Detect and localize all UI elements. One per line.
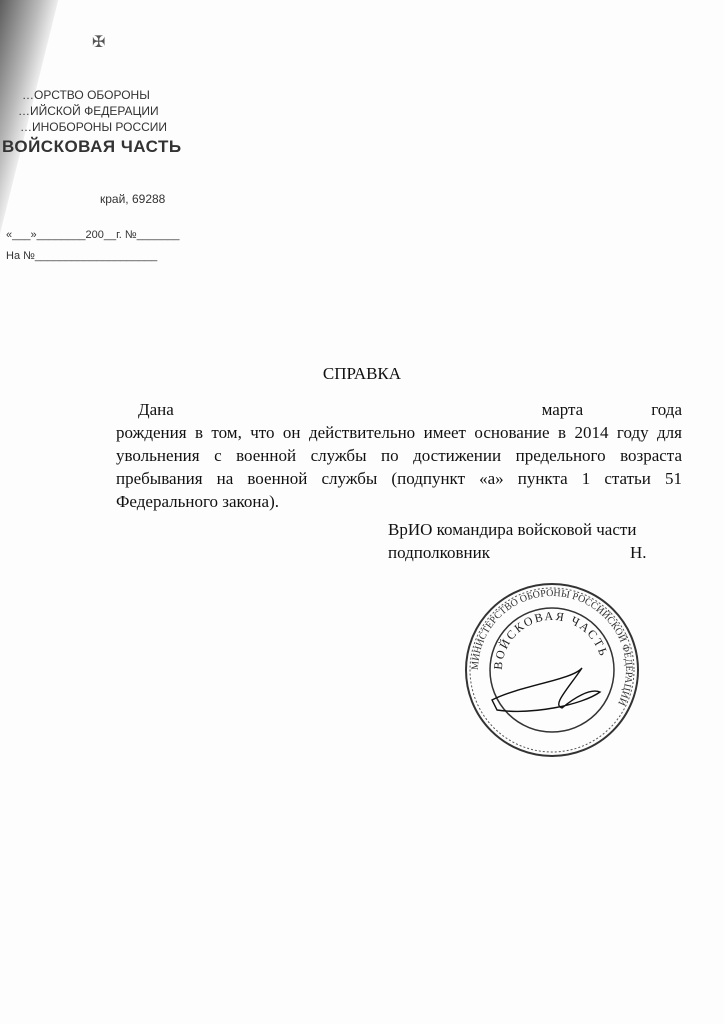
letterhead-line: …ИЙСКОЙ ФЕДЕРАЦИИ — [18, 104, 159, 118]
stamp-outer-text: МИНИСТЕРСТВО ОБОРОНЫ РОССИЙСКОЙ ФЕДЕРАЦИИ — [469, 587, 635, 707]
stamp-inner-ring — [490, 608, 614, 732]
official-stamp — [462, 580, 642, 760]
body-text: рождения в том, что он действительно имеет основание в 2014 году для увольнения с военной службы по достижении предельного возраста пребывания на военной службы (подпункт «а» пункта 1 статьи 51 Федерального закона). — [116, 423, 682, 511]
document-body — [116, 398, 682, 513]
dana-word: Дана — [138, 400, 174, 419]
signatory-initial: Н. — [630, 543, 647, 562]
letterhead-line: …ОРСТВО ОБОРОНЫ — [22, 88, 150, 102]
emblem-icon: ✠ — [92, 34, 106, 51]
signatory-position: ВрИО командира войсковой части — [388, 520, 637, 539]
document-title: СПРАВКА — [322, 364, 402, 383]
handwritten-signature — [492, 668, 600, 711]
month-word: марта — [541, 400, 584, 419]
first-line — [116, 398, 682, 421]
stamp-inner-text: ВОЙСКОВАЯ ЧАСТЬ — [490, 608, 612, 671]
signatory-rank: подполковник — [388, 543, 490, 562]
reference-number: На №____________________ — [6, 250, 158, 262]
outgoing-number: «___»________200__г. №_______ — [6, 229, 180, 241]
letterhead-line: …ИНОБОРОНЫ РОССИИ — [20, 120, 168, 134]
signature-block — [388, 518, 636, 564]
letterhead-address: край, 69288 — [100, 192, 166, 206]
year-word: года — [651, 400, 682, 419]
letterhead-unit: ВОЙСКОВАЯ ЧАСТЬ — [2, 137, 182, 156]
